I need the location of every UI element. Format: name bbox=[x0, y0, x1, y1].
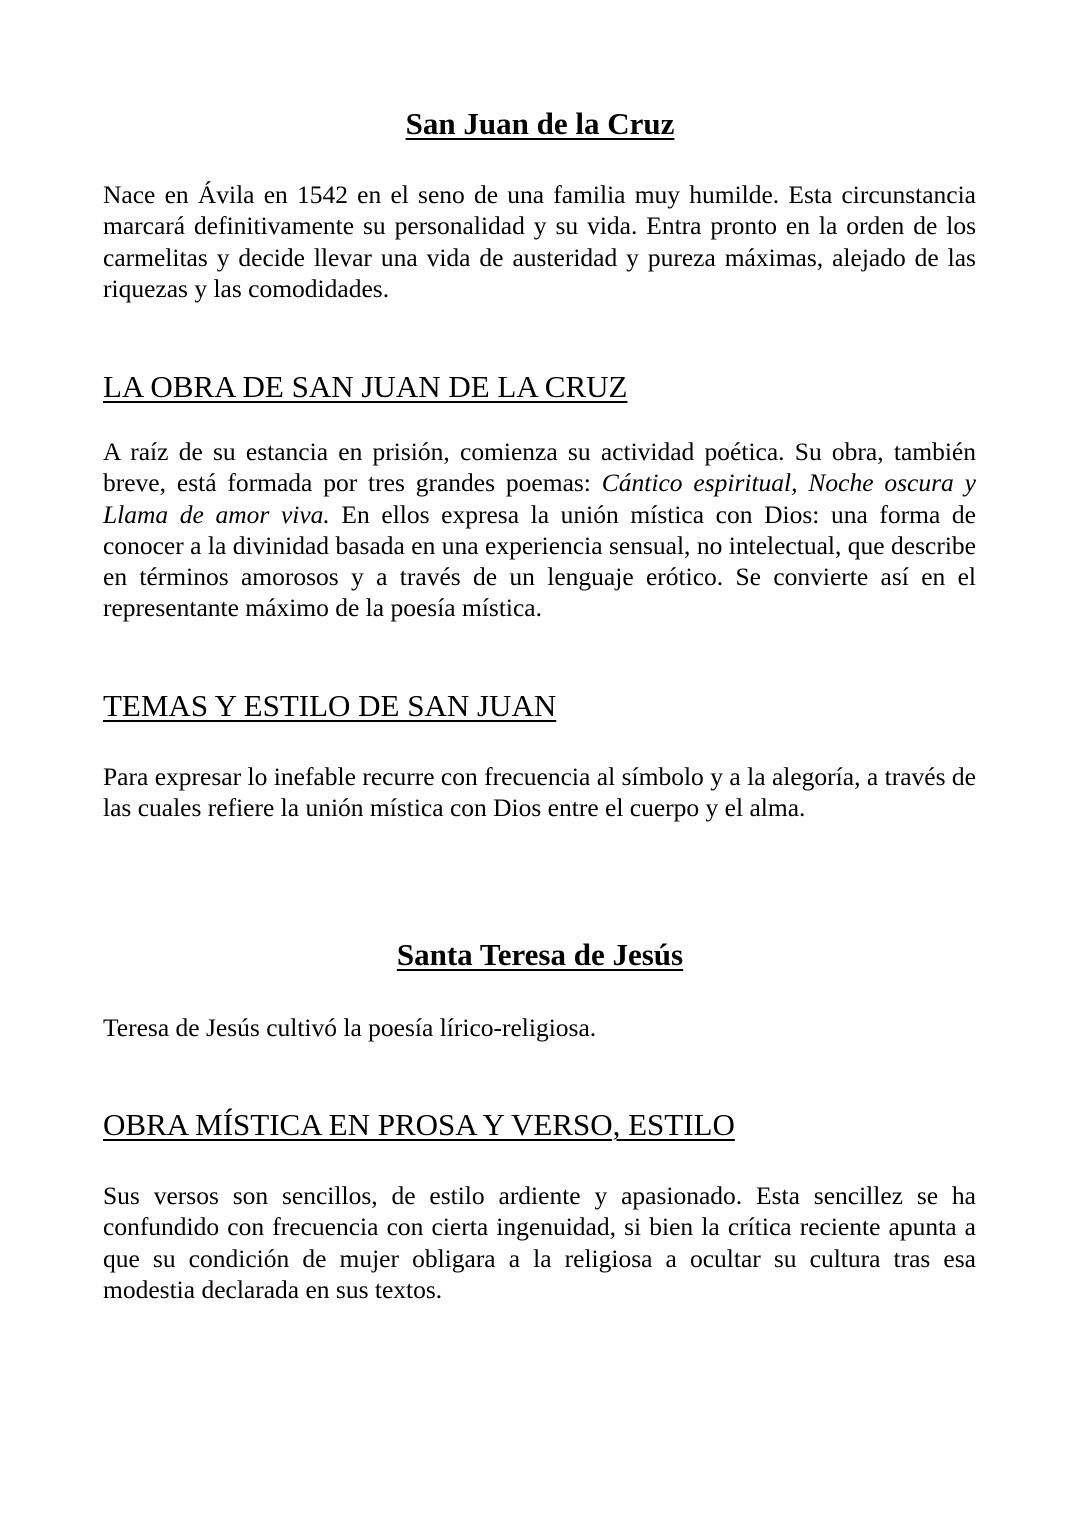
mistica-paragraph: Sus versos son sencillos, de estilo ardiente y apasionado. Esta sencillez se ha confundido con frecuencia con cierta ingenuidad, si bien la crítica reciente apunta a que su condición de mujer obligara a la religiosa a ocultar su cultura tras esa modestia declarada en sus textos. bbox=[103, 1181, 976, 1304]
obra-text-1: A raíz de su estancia en prisión, comienza su actividad poética. Su obra, también breve, está formada por tres grandes poemas: bbox=[103, 437, 976, 498]
temas-paragraph: Para expresar lo inefable recurre con frecuencia al símbolo y a la alegoría, a través de las cuales refiere la unión mística con Dios entre el cuerpo y el alma. bbox=[103, 762, 976, 823]
temas-heading: TEMAS Y ESTILO DE SAN JUAN bbox=[103, 688, 557, 723]
sanjuan-title: San Juan de la Cruz bbox=[405, 106, 675, 141]
mistica-heading: OBRA MÍSTICA EN PROSA Y VERSO, ESTILO bbox=[103, 1107, 735, 1142]
teresa-intro-paragraph: Teresa de Jesús cultivó la poesía lírico-religiosa. bbox=[103, 1013, 597, 1042]
obra-text-2: En ellos expresa la unión mística con Dios: una forma de conocer a la divinidad basada en una experiencia sensual, no intelectual, que describe en términos amorosos y a través de un lenguaje erótico. Se convierte así en el representante máximo de la poesía mística. bbox=[103, 499, 977, 623]
teresa-title: Santa Teresa de Jesús bbox=[396, 937, 684, 972]
sanjuan-bio-paragraph: Nace en Ávila en 1542 en el seno de una familia muy humilde. Esta circunstancia marcará definitivamente su personalidad y su vida. Entra pronto en la orden de los carmelitas y decide llevar una vida de austeridad y pureza máximas, alejado de las riquezas y las comodidades. bbox=[103, 180, 976, 303]
obra-paragraph bbox=[103, 436, 976, 624]
obra-works-italic: Cántico espiritual, Noche oscura y Llama de amor viva. bbox=[103, 468, 976, 529]
obra-heading: LA OBRA DE SAN JUAN DE LA CRUZ bbox=[103, 369, 628, 404]
